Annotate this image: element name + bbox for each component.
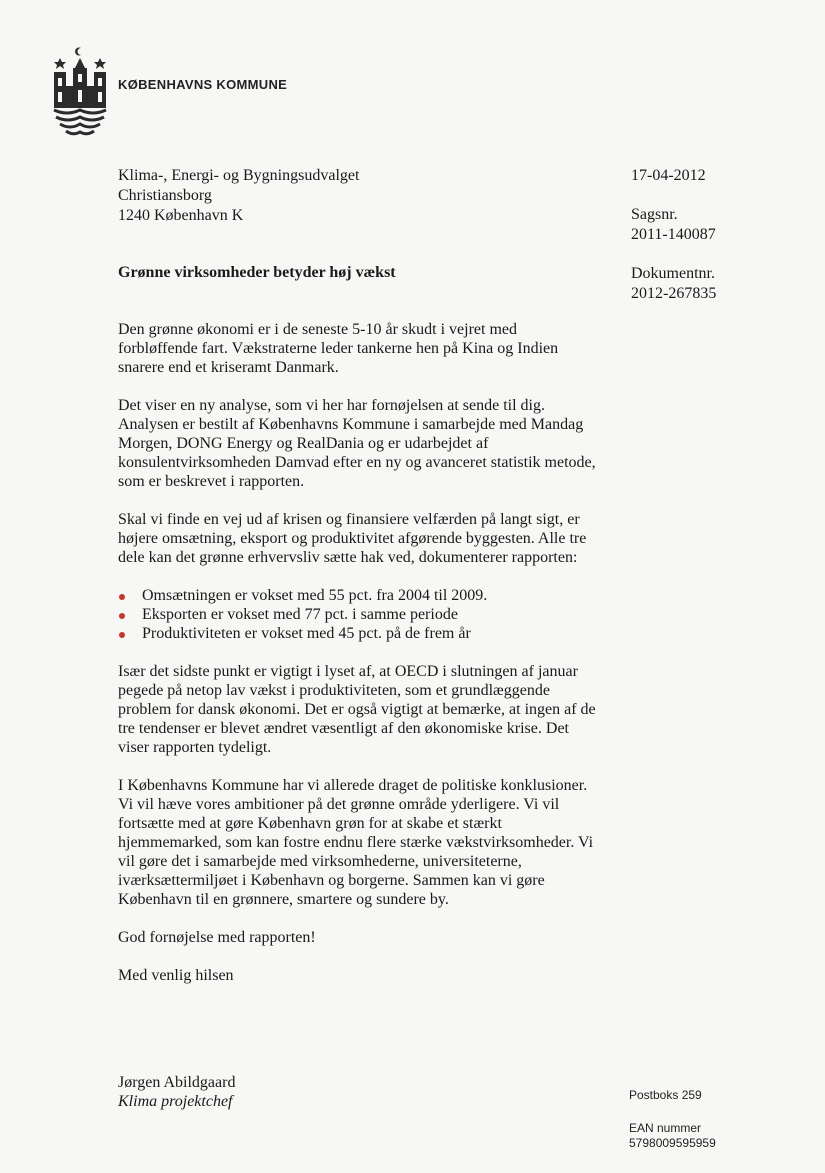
letter-date: [631, 166, 706, 186]
document-number-block: [631, 264, 716, 304]
document-label: Dokumentnr.: [631, 265, 715, 282]
letter-body: [118, 320, 598, 985]
bullet-item: Omsætningen er vokset med 55 pct. fra 2004 til 2009.: [118, 586, 598, 605]
regards-line: Med venlig hilsen: [118, 967, 234, 984]
case-number-block: [631, 205, 716, 245]
paragraph-1: Den grønne økonomi er i de seneste 5-10 år skudt i vejret med forbløffende fart. Vækstraterne leder tankerne hen på Kina og Indien snarere end et kriseramt Danmark.: [118, 321, 559, 376]
document-number: 2012-267835: [631, 285, 717, 302]
bullet-dot-icon: [119, 594, 125, 600]
ean-label: EAN nummer: [629, 1121, 702, 1135]
date-value: 17-04-2012: [631, 167, 706, 184]
bullet-list: [118, 586, 598, 643]
kobenhavns-kommune-logo: [52, 46, 108, 138]
recipient-line-2: Christiansborg: [118, 187, 212, 204]
case-number: 2011-140087: [631, 226, 716, 243]
closing-line: God fornøjelse med rapporten!: [118, 929, 316, 946]
paragraph-3: Skal vi finde en vej ud af krisen og finansiere velfærden på langt sigt, er højere omsætning, eksport og produktivitet afgørende byggesten. Alle tre dele kan det grønne erhvervsliv sætte hak ved, dokumenterer rapporten:: [118, 511, 587, 566]
paragraph-4: Især det sidste punkt er vigtigt i lyset af, at OECD i slutningen af januar pegede på netop lav vækst i produktiviteten, som et grundlæggende problem for dansk økonomi. Det er også vigtigt at bemærke, at ingen af de tre tendenser er blevet ændret væsentligt af den økonomiske krise. Det viser rapporten tydeligt.: [118, 663, 596, 756]
signature-block: [118, 1073, 235, 1111]
case-label: Sagsnr.: [631, 206, 678, 223]
bullet-item: Eksporten er vokset med 77 pct. i samme periode: [118, 605, 598, 624]
organization-name: KØBENHAVNS KOMMUNE: [118, 77, 288, 92]
signer-title: Klima projektchef: [118, 1093, 233, 1110]
postbox-info: [629, 1088, 702, 1103]
bullet-item: Produktiviteten er vokset med 45 pct. på de frem år: [118, 624, 598, 643]
paragraph-2: Det viser en ny analyse, som vi her har fornøjelsen at sende til dig. Analysen er bestilt af Københavns Kommune i samarbejde med Mandag Morgen, DONG Energy og RealDania og er udarbejdet af konsulentvirksomheden Damvad efter en ny og avanceret statistik metode, som er beskrevet i rapporten.: [118, 397, 596, 490]
bullet-dot-icon: [119, 632, 125, 638]
postbox-text: Postboks 259: [629, 1088, 702, 1102]
recipient-line-1: Klima-, Energi- og Bygningsudvalget: [118, 167, 360, 184]
ean-number: 5798009595959: [629, 1136, 716, 1150]
bullet-dot-icon: [119, 613, 125, 619]
signer-name: Jørgen Abildgaard: [118, 1074, 236, 1091]
recipient-address: [118, 166, 359, 226]
ean-info: [629, 1121, 716, 1151]
recipient-line-3: 1240 København K: [118, 207, 244, 224]
paragraph-5: I Københavns Kommune har vi allerede draget de politiske konklusioner. Vi vil hæve vores ambitioner på det grønne område yderligere. Vi vil fortsætte med at gøre København grøn for at skabe et stærkt hjemmemarked, som kan fostre endnu flere stærke vækstvirksomheder. Vi vil gøre det i samarbejde med virksomhederne, universiteterne, iværksættermiljøet i København og borgerne. Sammen kan vi gøre København til en grønnere, smartere og sundere by.: [118, 777, 594, 908]
letter-subject: Grønne virksomheder betyder høj vækst: [118, 264, 396, 281]
city-arms-icon: [52, 46, 108, 138]
